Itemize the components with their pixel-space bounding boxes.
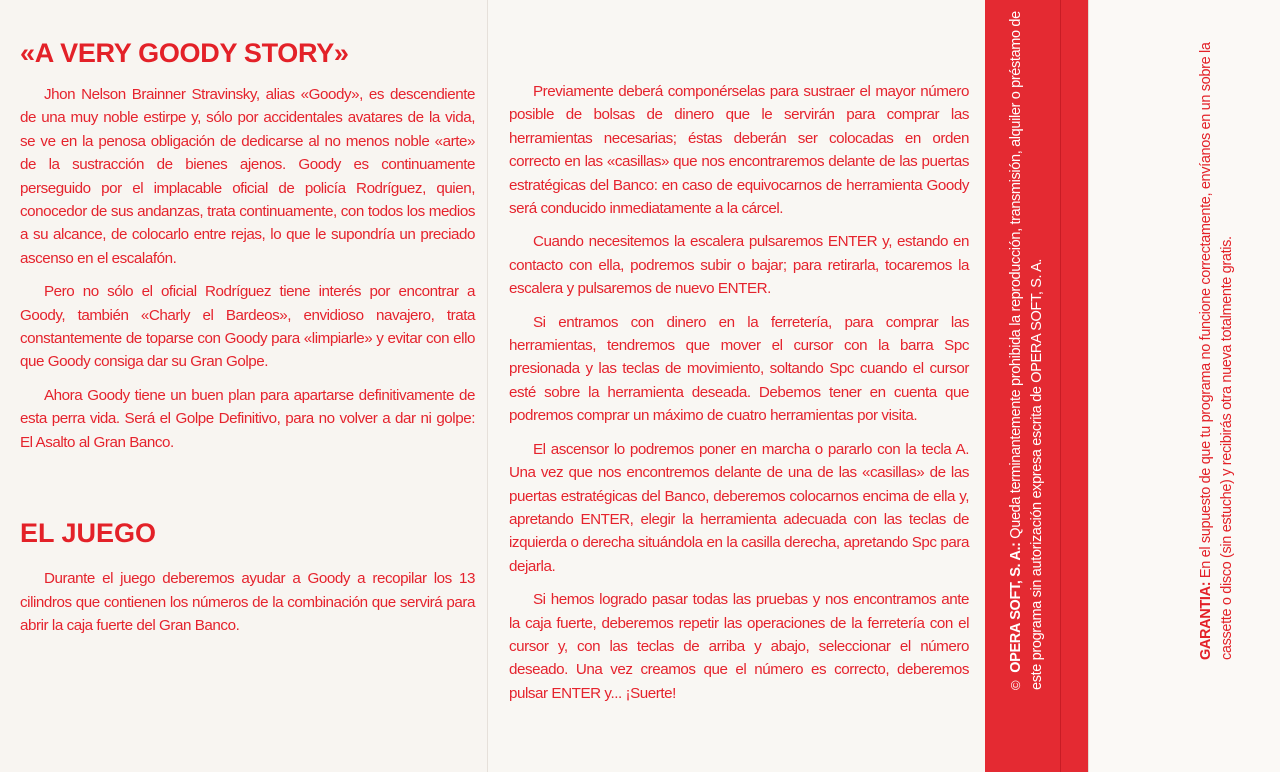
instruction-paragraph: Cuando necesitemos la escalera pulsaremos ENTER y, estando en contacto con ella, podremos subir o bajar; para retirarla, tocaremos la escalera y pulsaremos de nuevo ENTER. bbox=[509, 233, 969, 298]
warranty-label: GARANTIA: bbox=[1198, 581, 1214, 660]
story-title: «A VERY GOODY STORY» bbox=[20, 38, 349, 68]
legal-company: OPERA SOFT, S. A.: bbox=[1008, 542, 1024, 673]
instruction-paragraph: Previamente deberá componérselas para sustraer el mayor número posible de bolsas de dinero que le servirán para comprar las herramientas necesarias; éstas deberán ser colocadas en orden correcto en las «casillas» que nos encontraremos delante de las puertas estratégicas del Banco: en caso de equivocarnos de herramienta Goody será conducido inmediatamente a la cárcel. bbox=[509, 83, 969, 218]
game-title: EL JUEGO bbox=[20, 518, 157, 549]
story-paragraph: Jhon Nelson Brainner Stravinsky, alias «Goody», es descendiente de una muy noble estirpe y, sólo por accidentales avatares de la vida, se ve en la penosa obligación de dedicarse al no menos noble «arte» de la sustracción de bienes ajenos. Goody es continuamente perseguido por el implacable oficial de policía Rodríguez, quien, conocedor de sus andanzas, trata continuamente, con todos los medios a su alcance, de colocarlo entre rejas, lo que le supondría un preciado ascenso en el escalafón. bbox=[20, 86, 475, 267]
warranty-text: En el supuesto de que tu programa no funcione correctamente, envíanos en un sobre la cassette o disco (sin estuche) y recibirás otra nueva totalmente gratis. bbox=[1198, 42, 1235, 660]
story-paragraph: Pero no sólo el oficial Rodríguez tiene interés por encontrar a Goody, también «Charly el Bardeos», envidioso navajero, trata constantemente de toparse con Goody para «limpiarle» y evitar con ello que Goody consiga dar su Gran Golpe. bbox=[20, 283, 475, 371]
instruction-paragraph: Si entramos con dinero en la ferretería, para comprar las herramientas, tendremos que mover el cursor con la barra Spc presionada y las teclas de movimiento, soltando Spc cuando el cursor esté sobre la herramienta deseada. Debemos tener en cuenta que podremos comprar un máximo de cuatro herramientas por visita. bbox=[509, 313, 969, 425]
legal-text: Queda terminantemente prohibida la reproducción, transmisión, alquiler o préstamo de este programa sin autorización expresa escrita de OPERA SOFT, S. A. bbox=[1008, 11, 1045, 690]
legal-notice bbox=[1006, 10, 1048, 690]
story-panel bbox=[0, 0, 487, 772]
warranty-panel bbox=[1088, 0, 1280, 772]
instructions-panel bbox=[487, 0, 985, 772]
instruction-paragraph: El ascensor lo podremos poner en marcha o pararlo con la tecla A. Una vez que nos encontremos delante de una de las «casillas» de las puertas estratégicas del Banco, deberemos colocarnos encima de ella y, apretando ENTER, elegir la herramienta adecuada con las teclas de izquierda o derecha situándola en la casilla derecha, apretando Spc para dejarla. bbox=[509, 440, 969, 575]
copyright-icon: © bbox=[1008, 680, 1023, 690]
story-paragraph: Ahora Goody tiene un buen plan para apartarse definitivamente de esta perra vida. Será el Golpe Definitivo, para no volver a dar ni golpe: El Asalto al Gran Banco. bbox=[20, 386, 475, 451]
instruction-paragraph: Si hemos logrado pasar todas las pruebas y nos encontramos ante la caja fuerte, deberemos repetir las operaciones de la ferretería con el cursor y, con las teclas de arriba y abajo, seleccionar el número deseado. Una vez creamos que el número es correcto, deberemos pulsar ENTER y... ¡Suerte! bbox=[509, 591, 969, 702]
game-intro: Durante el juego deberemos ayudar a Goody a recopilar los 13 cilindros que contienen los números de la combinación que servirá para abrir la caja fuerte del Gran Banco. bbox=[20, 570, 475, 634]
fold-line bbox=[1060, 0, 1061, 772]
warranty-notice bbox=[1196, 20, 1238, 660]
